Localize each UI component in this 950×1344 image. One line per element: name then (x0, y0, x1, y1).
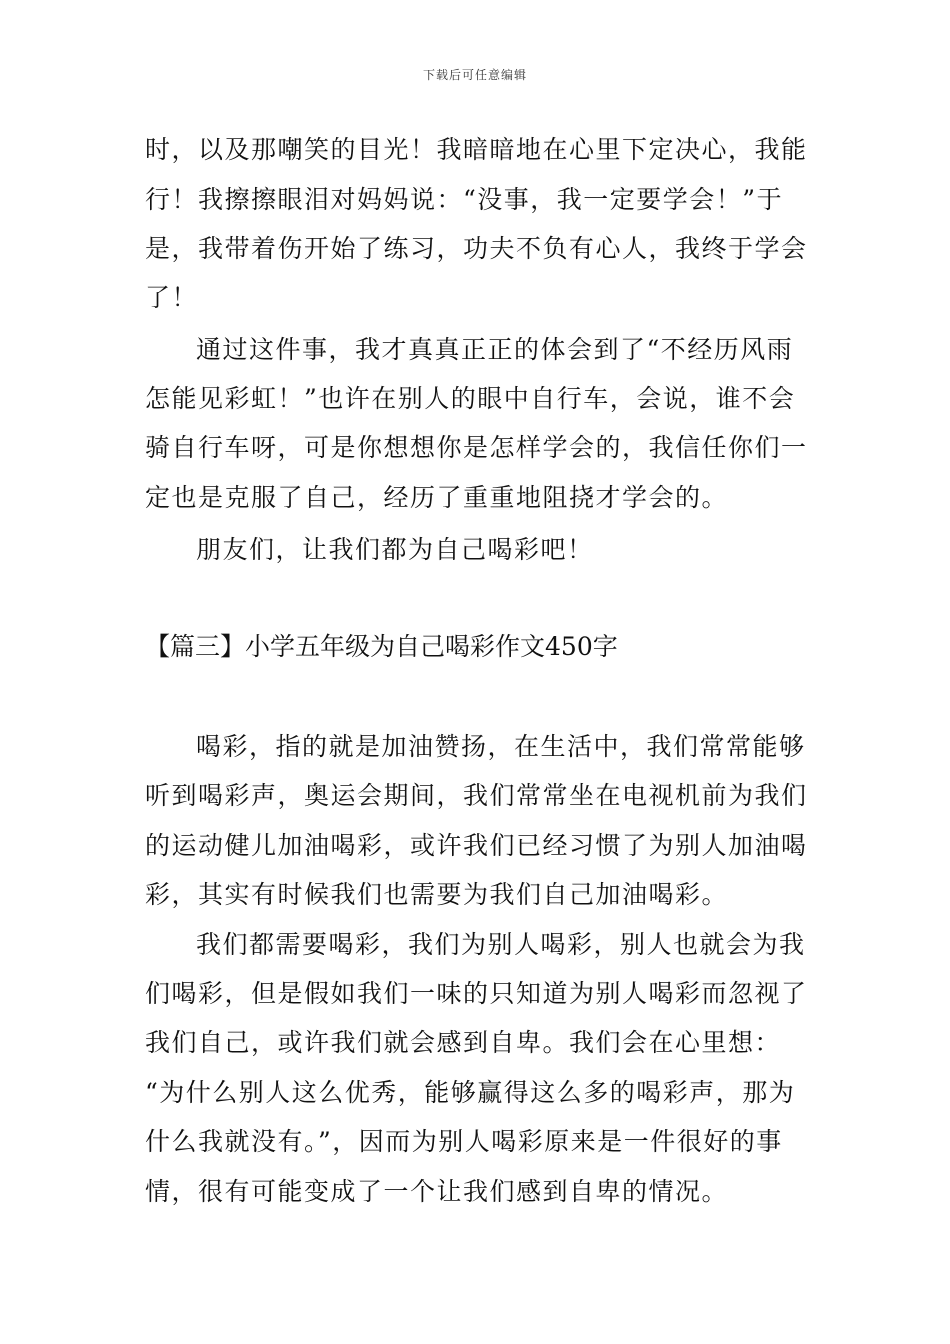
paragraph-line: 我们都需要喝彩，我们为别人喝彩，别人也就会为我 (196, 930, 806, 959)
paragraph-line: 我们自己，或许我们就会感到自卑。我们会在心里想： (145, 1028, 782, 1057)
paragraph-line: 朋友们，让我们都为自己喝彩吧！ (196, 535, 594, 564)
paragraph-line: 是，我带着伤开始了练习，功夫不负有心人，我终于学会 (145, 234, 808, 263)
section-heading: 【篇三】小学五年级为自己喝彩作文450字 (145, 632, 618, 661)
paragraph-line: 什么我就没有。”，因而为别人喝彩原来是一件很好的事 (145, 1127, 783, 1156)
paragraph-line: 骑自行车呀，可是你想想你是怎样学会的，我信任你们一 (145, 433, 808, 462)
paragraph-line: 定也是克服了自己，经历了重重地阻挠才学会的。 (145, 483, 729, 512)
paragraph-line: 时，以及那嘲笑的目光！我暗暗地在心里下定决心，我能 (145, 135, 808, 164)
paragraph-line: 们喝彩，但是假如我们一味的只知道为别人喝彩而忽视了 (145, 979, 808, 1008)
paragraph-line: 怎能见彩虹！”也许在别人的眼中自行车，会说，谁不会 (145, 384, 796, 413)
paragraph-line: “为什么别人这么优秀，能够赢得这么多的喝彩声，那为 (145, 1078, 796, 1107)
paragraph-line: 行！我擦擦眼泪对妈妈说：“没事，我一定要学会！”于 (145, 185, 784, 214)
page-header-note: 下载后可任意编辑 (422, 68, 527, 82)
paragraph-line: 喝彩，指的就是加油赞扬，在生活中，我们常常能够 (196, 732, 806, 761)
paragraph-line: 通过这件事，我才真真正正的体会到了“不经历风雨 (196, 335, 794, 364)
paragraph-line: 彩，其实有时候我们也需要为我们自己加油喝彩。 (145, 880, 729, 909)
paragraph-line: 了！ (145, 283, 199, 312)
paragraph-line: 情，很有可能变成了一个让我们感到自卑的情况。 (145, 1177, 729, 1206)
paragraph-line: 听到喝彩声，奥运会期间，我们常常坐在电视机前为我们 (145, 781, 808, 810)
paragraph-line: 的运动健儿加油喝彩，或许我们已经习惯了为别人加油喝 (145, 831, 808, 860)
